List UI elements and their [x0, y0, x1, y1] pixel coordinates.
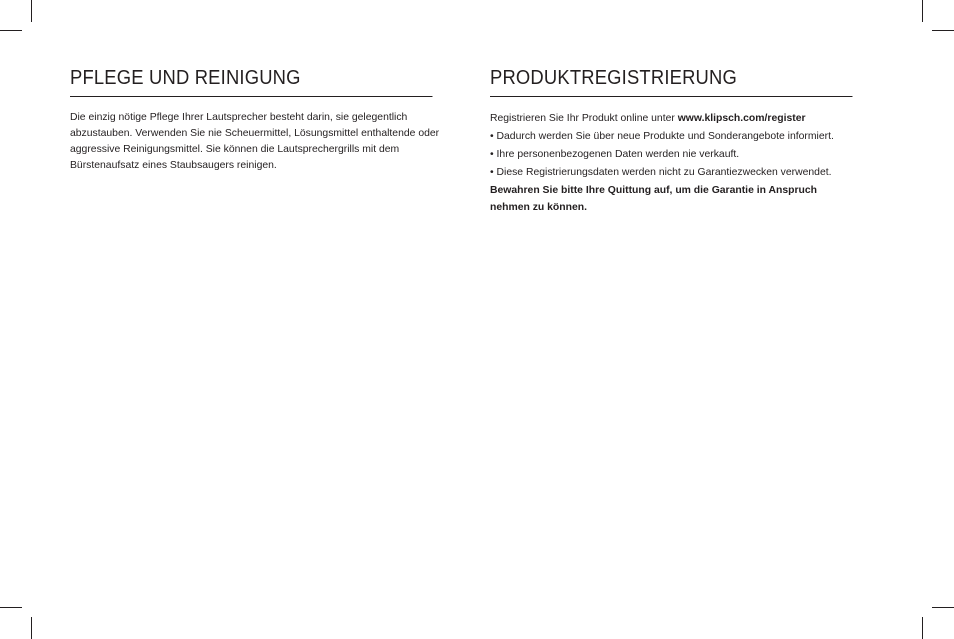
crop-mark-bottom-right-vertical [922, 617, 923, 639]
crop-mark-bottom-left-vertical [31, 617, 32, 639]
registration-note: Bewahren Sie bitte Ihre Quittung auf, um die Garantie in Anspruch nehmen zu können. [490, 185, 817, 213]
registration-bullet-1: • Dadurch werden Sie über neue Produkte und Sonderangebote informiert. [490, 131, 834, 142]
crop-mark-bottom-left-horizontal [0, 607, 22, 608]
registration-intro-line [490, 110, 860, 128]
registration-heading: PRODUKTREGISTRIERUNG [490, 66, 852, 97]
crop-mark-top-right-vertical [922, 0, 923, 22]
crop-mark-top-right-horizontal [932, 30, 954, 31]
registration-intro: Registrieren Sie Ihr Produkt online unter [490, 113, 678, 124]
crop-mark-top-left-vertical [31, 0, 32, 22]
crop-mark-top-left-horizontal [0, 30, 22, 31]
care-section [70, 66, 464, 174]
crop-mark-bottom-right-horizontal [932, 607, 954, 608]
registration-bullet-3: • Diese Registrierungsdaten werden nicht zu Garantiezwecken verwendet. [490, 167, 832, 178]
registration-section [490, 66, 884, 216]
registration-body [490, 110, 860, 216]
registration-url-link[interactable]: www.klipsch.com/register [677, 113, 806, 124]
care-heading: PFLEGE UND REINIGUNG [70, 66, 432, 97]
registration-bullet-2: • Ihre personenbezogenen Daten werden nie verkauft. [490, 149, 740, 160]
care-paragraph: Die einzig nötige Pflege Ihrer Lautsprecher besteht darin, sie gelegentlich abzustauben. Verwenden Sie nie Scheuermittel, Lösungsmittel enthaltende oder aggressive Reinigungsmittel. Sie können die Lautsprechergrills mit dem Bürstenaufsatz eines Staubsaugers reinigen. [70, 112, 440, 171]
